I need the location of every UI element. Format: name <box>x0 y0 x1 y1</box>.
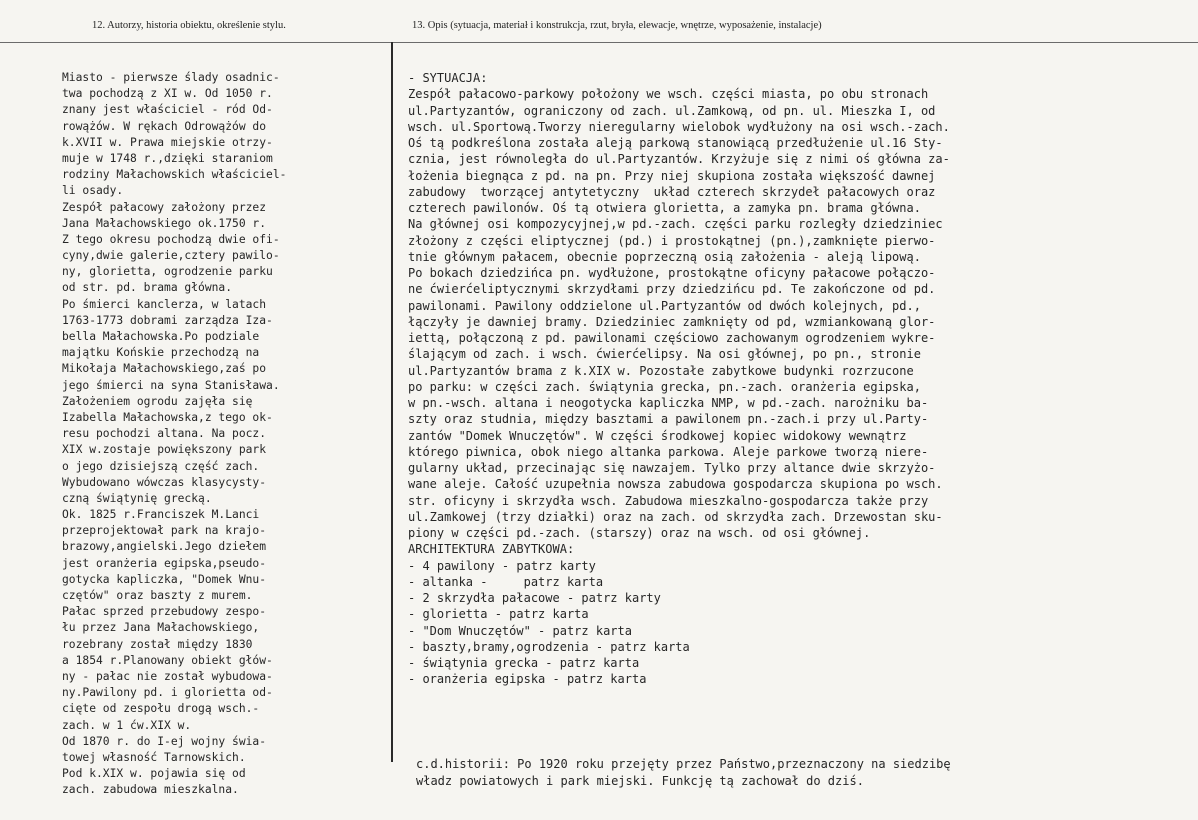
description-line: - "Dom Wnuczętów" - patrz karta <box>408 623 632 638</box>
description-line: Po bokach dziedzińca pn. wydłużone, prostokątne oficyny pałacowe połączo- <box>408 266 936 280</box>
history-line: Pałac sprzed przebudowy zespo- <box>62 605 267 619</box>
history-line: a 1854 r.Planowany obiekt głów- <box>62 653 273 667</box>
description-line: Na głównej osi kompozycyjnej,w pd.-zach. części parku rozległy dziedziniec <box>408 217 943 232</box>
history-line: Jana Małachowskiego ok.1750 r. <box>62 216 267 230</box>
history-line: Izabella Małachowska,z tego ok- <box>62 410 273 424</box>
history-continuation <box>416 756 1186 789</box>
history-line: przeprojektował park na krajo- <box>62 524 267 538</box>
description-line: pawilonami. Pawilony oddzielone ul.Partyzantów od dwóch kolejnych, pd., <box>408 298 921 313</box>
history-line: ny, glorietta, ogrodzenie parku <box>62 265 273 279</box>
description-line: Zespół pałacowo-parkowy położony we wsch. części miasta, po obu stronach <box>408 87 929 102</box>
history-line: Założeniem ogrodu zajęła się <box>62 394 253 408</box>
history-line: jest oranżeria egipska,pseudo- <box>62 556 267 570</box>
history-line: majątku Końskie przechodzą na <box>62 346 260 360</box>
history-line: muje w 1748 r.,dzięki staraniom <box>62 151 273 165</box>
description-line: w pn.-wsch. altana i neogotycka kapliczka NMP, w pd.-zach. narożniku ba- <box>408 396 929 410</box>
history-line: Po śmierci kanclerza, w latach <box>62 297 267 311</box>
description-line: cznia, jest równoległa do ul.Partyzantów. Krzyżuje się z nimi oś główna za- <box>408 152 950 167</box>
history-line: ny - pałac nie został wybudowa- <box>62 669 273 683</box>
description-line: szty oraz studnia, między basztami a pawilonem pn.-zach.i przy ul.Party- <box>408 412 929 427</box>
history-line: łu przez Jana Małachowskiego, <box>62 621 260 635</box>
history-line: gotycka kapliczka, "Domek Wnu- <box>62 572 267 586</box>
history-line: Od 1870 r. do I-ej wojny świa- <box>62 734 267 748</box>
history-line: o jego dzisiejszą część zach. <box>62 459 260 473</box>
description-line: wane aleje. Całość uzupełnia nowsza zabudowa gospodarcza skupiona po wsch. <box>408 477 943 492</box>
description-line: - glorietta - patrz karta <box>408 607 589 622</box>
description-line: po parku: w części zach. świątynia grecka, pn.-zach. oranżeria egipska, <box>408 379 921 394</box>
description-line: zabudowy tworzącej antytetyczny układ czterech skrzydeł pałacowych oraz <box>408 184 936 199</box>
history-line: Z tego okresu pochodzą dwie ofi- <box>62 232 280 246</box>
history-line: Pod k.XIX w. pojawia się od <box>62 767 246 781</box>
history-line: twa pochodzą z XI w. Od 1050 r. <box>62 87 273 101</box>
description-line: zantów "Domek Wnuczętów". W części środkowej kopiec widokowy wewnątrz <box>408 428 907 443</box>
description-line: tnie głównym pałacem, obecnie poprzeczną osią założenia - aleją lipową. <box>408 249 921 264</box>
history-line: Zespół pałacowy założony przez <box>62 200 267 214</box>
history-line: cyny,dwie galerie,cztery pawilo- <box>62 249 280 263</box>
description-line: ul.Partyzantów brama z k.XIX w. Pozostałe zabytkowe budynki rozrzucone <box>408 363 914 378</box>
description-line: ślającym od zach. i wsch. ćwierćelipsy. Na osi głównej, po pn., stronie <box>408 347 921 362</box>
description-line: ul.Zamkowej (trzy działki) oraz na zach. od skrzydła zach. Drzewostan sku- <box>408 509 943 524</box>
history-line: ny.Pawilony pd. i glorietta od- <box>62 686 273 700</box>
history-line: czną świątynię grecką. <box>62 491 212 505</box>
section-13-header: 13. Opis (sytuacja, materiał i konstrukcja, rzut, bryła, elewacje, wnętrze, wyposażenie, instalacje) <box>412 20 822 31</box>
history-line: towej własność Tarnowskich. <box>62 750 246 764</box>
history-line: Mikołaja Małachowskiego,zaś po <box>62 362 267 376</box>
description-line: - 2 skrzydła pałacowe - patrz karty <box>408 591 661 605</box>
history-line: Wybudowano wówczas klasycysty- <box>62 475 267 489</box>
history-line: brazowy,angielski.Jego dziełem <box>62 540 267 554</box>
history-line: Ok. 1825 r.Franciszek M.Lanci <box>62 508 260 522</box>
description-line: złożony z części eliptycznej (pd.) i prostokątnej (pn.),zamknięte pierwo- <box>408 233 936 248</box>
history-line: li osady. <box>62 184 124 198</box>
history-line: znany jest właściciel - ród Od- <box>62 103 273 117</box>
history-line: Miasto - pierwsze ślady osadnic- <box>62 71 280 84</box>
history-text <box>62 70 384 798</box>
description-text <box>408 70 1188 688</box>
history-line: rowążów. W rękach Odrowążów do <box>62 119 267 133</box>
continuation-line: władz powiatowych i park miejski. Funkcję tą zachował do dziś. <box>416 773 864 788</box>
history-line: zach. zabudowa mieszkalna. <box>62 783 239 797</box>
description-line: iettą, połączoną z pd. pawilonami częściowo zachowanym ogrodzeniem wykre- <box>408 331 936 345</box>
history-line: zach. w 1 ćw.XIX w. <box>62 718 192 732</box>
description-line: - baszty,bramy,ogrodzenia - patrz karta <box>408 639 690 654</box>
history-line: XIX w.zostaje powiększony park <box>62 443 267 457</box>
history-line: rodziny Małachowskich właściciel- <box>62 168 287 182</box>
history-line: jego śmierci na syna Stanisława. <box>62 378 280 392</box>
description-line: ne ćwierćeliptycznymi skrzydłami przy dziedzińcu pd. Te zakończone od pd. <box>408 282 936 297</box>
continuation-line: c.d.historii: Po 1920 roku przejęty przez Państwo,przeznaczony na siedzibę <box>416 757 951 771</box>
description-line: łączyły je dawniej bramy. Dziedziniec zamknięty od pd, wzmiankowaną glor- <box>408 314 936 329</box>
description-line: którego piwnica, obok niego altanka parkowa. Aleje parkowe tworzą niere- <box>408 444 929 459</box>
column-divider <box>391 42 393 762</box>
history-line: cięte od zespołu drogą wsch.- <box>62 702 260 716</box>
description-line: czterech pawilonów. Oś tą otwiera glorietta, a zamyka pn. brama główna. <box>408 201 921 215</box>
history-line: 1763-1773 dobrami zarządza Iza- <box>62 313 273 327</box>
description-line: str. oficyny i skrzydła wsch. Zabudowa mieszkalno-gospodarcza także przy <box>408 493 929 508</box>
history-line: resu pochodzi altana. Na pocz. <box>62 427 267 441</box>
header-rule <box>0 42 1198 43</box>
description-line: łożenia biegnąca z pd. na pn. Przy niej skupiona została większość dawnej <box>408 168 936 183</box>
history-line: czętów" oraz baszty z murem. <box>62 589 253 602</box>
history-line: bella Małachowska.Po podziale <box>62 330 260 343</box>
history-line: rozebrany został między 1830 <box>62 637 253 651</box>
description-line: ARCHITEKTURA ZABYTKOWA: <box>408 542 575 557</box>
description-line: - altanka - patrz karta <box>408 574 604 589</box>
description-line: gularny układ, przecinając się nawzajem. Tylko przy altance dwie skrzyżo- <box>408 461 936 475</box>
description-line: Oś tą podkreślona została aleją parkową stanowiącą przedłużenie ul.16 Sty- <box>408 136 943 150</box>
section-12-header: 12. Autorzy, historia obiektu, określenie stylu. <box>92 20 286 31</box>
description-line: ul.Partyzantów, ograniczony od zach. ul.Zamkową, od pn. ul. Mieszka I, od <box>408 103 936 118</box>
description-line: - świątynia grecka - patrz karta <box>408 656 640 670</box>
description-line: - oranżeria egipska - patrz karta <box>408 672 647 687</box>
description-line: piony w części pd.-zach. (starszy) oraz na wsch. od osi głównej. <box>408 526 871 540</box>
description-line: - SYTUACJA: <box>408 71 488 85</box>
description-line: wsch. ul.Sportową.Tworzy nieregularny wielobok wydłużony na osi wsch.-zach. <box>408 119 950 134</box>
history-line: k.XVII w. Prawa miejskie otrzy- <box>62 135 273 149</box>
description-line: - 4 pawilony - patrz karty <box>408 558 596 573</box>
history-line: od str. pd. brama główna. <box>62 281 233 295</box>
